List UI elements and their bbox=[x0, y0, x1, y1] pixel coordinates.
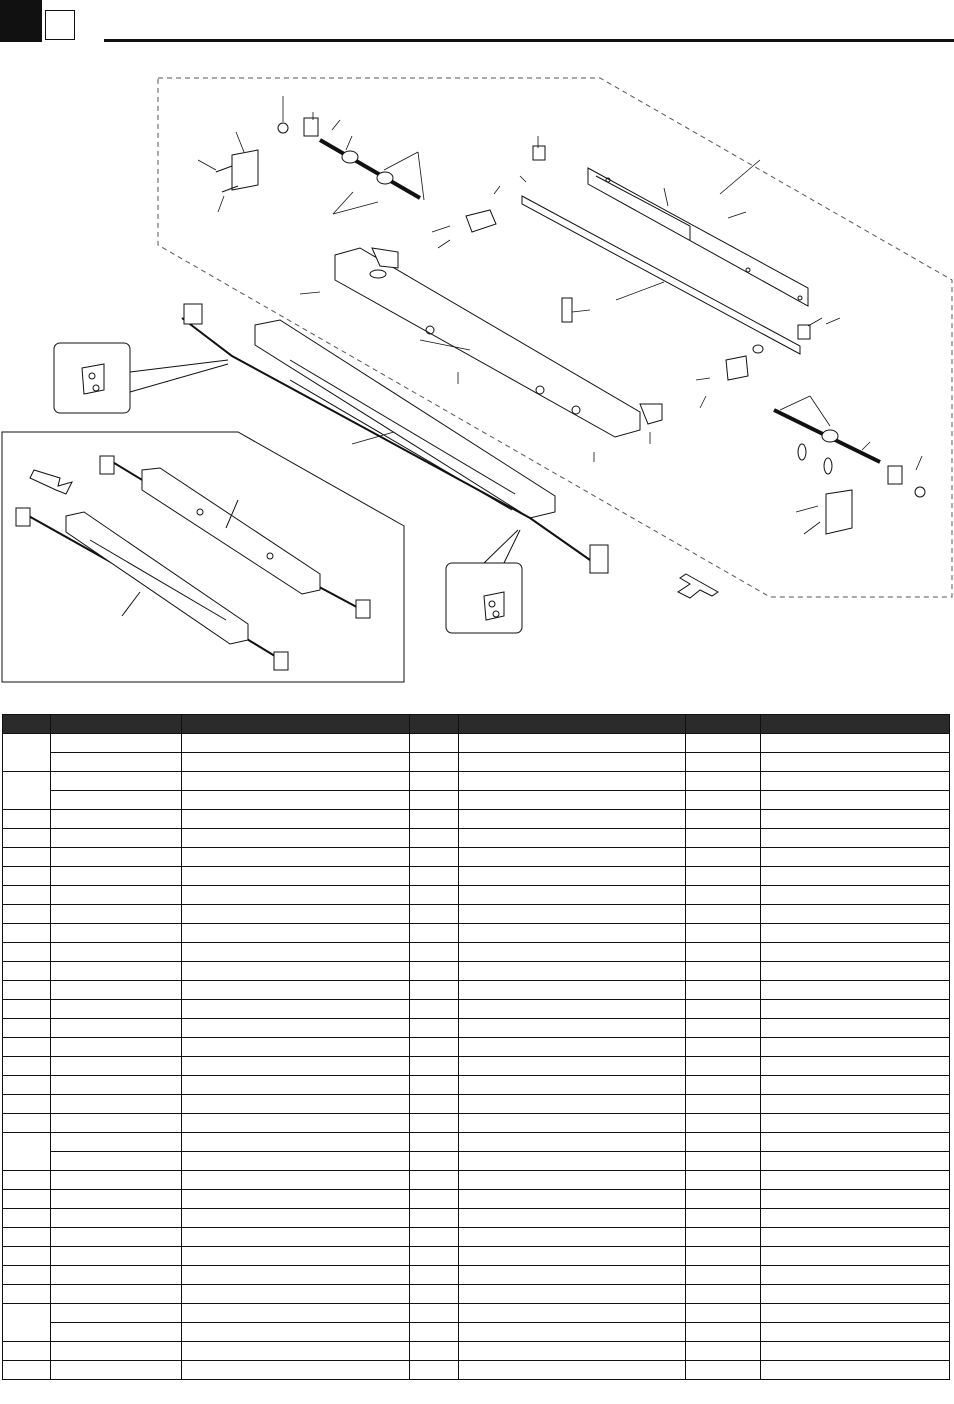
table-cell bbox=[51, 848, 182, 867]
table-cell bbox=[410, 1304, 459, 1323]
table-cell bbox=[410, 1228, 459, 1247]
table-cell-key bbox=[3, 1019, 51, 1038]
table-cell-key bbox=[3, 1209, 51, 1228]
table-row bbox=[3, 905, 950, 924]
table-cell-key bbox=[3, 848, 51, 867]
table-cell bbox=[410, 1266, 459, 1285]
table-row bbox=[3, 867, 950, 886]
shaft-assembly-top bbox=[216, 118, 420, 198]
table-cell bbox=[459, 1000, 686, 1019]
table-cell bbox=[686, 1019, 761, 1038]
table-cell bbox=[51, 1266, 182, 1285]
table-row bbox=[3, 1266, 950, 1285]
table-cell bbox=[761, 1133, 950, 1152]
table-cell bbox=[410, 1209, 459, 1228]
table-cell bbox=[410, 829, 459, 848]
table-cell bbox=[51, 1152, 182, 1171]
table-cell-key bbox=[3, 1057, 51, 1076]
bracket-parts bbox=[372, 146, 810, 424]
table-row bbox=[3, 1247, 950, 1266]
table-cell bbox=[761, 1266, 950, 1285]
table-cell bbox=[182, 1323, 410, 1342]
table-cell bbox=[686, 1095, 761, 1114]
table-row bbox=[3, 1057, 950, 1076]
table-cell bbox=[410, 981, 459, 1000]
table-cell bbox=[51, 1190, 182, 1209]
table-cell bbox=[761, 1095, 950, 1114]
table-cell-key bbox=[3, 962, 51, 981]
table-cell bbox=[51, 1171, 182, 1190]
table-cell bbox=[182, 981, 410, 1000]
table-cell bbox=[459, 1133, 686, 1152]
table-cell bbox=[182, 1171, 410, 1190]
table-cell-key bbox=[3, 1361, 51, 1380]
table-cell bbox=[182, 943, 410, 962]
table-cell bbox=[761, 1000, 950, 1019]
column-header bbox=[3, 715, 51, 734]
table-cell bbox=[182, 924, 410, 943]
table-row bbox=[3, 1228, 950, 1247]
table-cell bbox=[686, 924, 761, 943]
table-cell-key bbox=[3, 734, 51, 772]
table-cell bbox=[459, 772, 686, 791]
table-cell bbox=[182, 734, 410, 753]
table-cell bbox=[51, 924, 182, 943]
table-cell-key bbox=[3, 1171, 51, 1190]
table-cell bbox=[182, 1000, 410, 1019]
table-cell bbox=[686, 943, 761, 962]
table-cell-key bbox=[3, 1247, 51, 1266]
table-cell bbox=[459, 1304, 686, 1323]
table-cell bbox=[182, 1076, 410, 1095]
table-row bbox=[3, 1304, 950, 1323]
table-cell bbox=[686, 962, 761, 981]
table-row bbox=[3, 1190, 950, 1209]
table-row bbox=[3, 772, 950, 791]
table-cell bbox=[459, 943, 686, 962]
table-cell bbox=[686, 1171, 761, 1190]
parts-table-body bbox=[3, 734, 950, 1380]
table-cell bbox=[686, 905, 761, 924]
table-cell bbox=[459, 1228, 686, 1247]
table-cell bbox=[459, 981, 686, 1000]
table-cell bbox=[459, 753, 686, 772]
section-tab-box bbox=[45, 10, 75, 40]
table-cell bbox=[761, 1209, 950, 1228]
table-cell bbox=[410, 1171, 459, 1190]
table-cell bbox=[761, 753, 950, 772]
table-cell bbox=[410, 1019, 459, 1038]
table-cell bbox=[459, 1114, 686, 1133]
table-cell bbox=[459, 924, 686, 943]
table-cell bbox=[686, 1209, 761, 1228]
table-cell bbox=[761, 1190, 950, 1209]
table-cell bbox=[410, 1361, 459, 1380]
table-cell bbox=[51, 1285, 182, 1304]
table-cell bbox=[686, 1342, 761, 1361]
table-cell bbox=[686, 1133, 761, 1152]
table-cell bbox=[761, 1076, 950, 1095]
table-cell bbox=[686, 886, 761, 905]
table-row bbox=[3, 981, 950, 1000]
table-cell bbox=[51, 753, 182, 772]
table-cell bbox=[761, 1304, 950, 1323]
table-cell bbox=[410, 810, 459, 829]
table-cell bbox=[410, 905, 459, 924]
table-cell bbox=[182, 1133, 410, 1152]
table-cell bbox=[182, 1152, 410, 1171]
table-cell-key bbox=[3, 772, 51, 810]
table-cell bbox=[686, 772, 761, 791]
table-row bbox=[3, 943, 950, 962]
table-cell bbox=[761, 734, 950, 753]
header-rule bbox=[104, 39, 954, 42]
table-cell bbox=[410, 886, 459, 905]
table-cell bbox=[686, 1190, 761, 1209]
table-row bbox=[3, 1342, 950, 1361]
table-cell-key bbox=[3, 867, 51, 886]
table-row bbox=[3, 1000, 950, 1019]
table-cell bbox=[51, 886, 182, 905]
table-row bbox=[3, 1361, 950, 1380]
table-cell bbox=[686, 1247, 761, 1266]
table-cell bbox=[51, 772, 182, 791]
table-cell bbox=[761, 1019, 950, 1038]
table-cell bbox=[459, 1266, 686, 1285]
table-row bbox=[3, 1152, 950, 1171]
table-cell bbox=[51, 1076, 182, 1095]
table-cell bbox=[459, 886, 686, 905]
table-cell bbox=[761, 810, 950, 829]
table-cell-key bbox=[3, 924, 51, 943]
table-cell bbox=[182, 1019, 410, 1038]
table-cell bbox=[459, 1038, 686, 1057]
table-row bbox=[3, 1209, 950, 1228]
table-cell bbox=[182, 1095, 410, 1114]
leader-lines bbox=[198, 96, 922, 534]
table-cell bbox=[686, 1114, 761, 1133]
table-cell-key bbox=[3, 1228, 51, 1247]
column-header bbox=[686, 715, 761, 734]
table-row bbox=[3, 810, 950, 829]
table-cell bbox=[459, 1190, 686, 1209]
table-cell bbox=[182, 1342, 410, 1361]
table-cell bbox=[410, 962, 459, 981]
table-cell bbox=[459, 1057, 686, 1076]
table-cell bbox=[182, 1247, 410, 1266]
table-cell bbox=[686, 1361, 761, 1380]
table-cell bbox=[761, 848, 950, 867]
table-row bbox=[3, 1114, 950, 1133]
table-cell bbox=[686, 1228, 761, 1247]
table-cell bbox=[182, 829, 410, 848]
table-cell bbox=[459, 867, 686, 886]
detail-inset-left bbox=[54, 343, 228, 413]
table-cell bbox=[410, 1342, 459, 1361]
table-cell bbox=[686, 734, 761, 753]
table-cell-key bbox=[3, 1095, 51, 1114]
table-cell bbox=[459, 1209, 686, 1228]
table-cell bbox=[182, 810, 410, 829]
table-cell bbox=[761, 1247, 950, 1266]
exploded-parts-diagram bbox=[0, 44, 954, 692]
table-row bbox=[3, 886, 950, 905]
table-cell-key bbox=[3, 1076, 51, 1095]
table-cell bbox=[182, 867, 410, 886]
table-cell bbox=[182, 848, 410, 867]
table-row bbox=[3, 962, 950, 981]
table-row bbox=[3, 1095, 950, 1114]
table-cell bbox=[459, 848, 686, 867]
table-cell bbox=[761, 1038, 950, 1057]
table-cell bbox=[686, 1304, 761, 1323]
table-cell bbox=[410, 924, 459, 943]
table-cell bbox=[686, 1152, 761, 1171]
table-cell bbox=[182, 1304, 410, 1323]
table-row bbox=[3, 1076, 950, 1095]
table-cell bbox=[410, 867, 459, 886]
table-cell bbox=[410, 1323, 459, 1342]
table-cell bbox=[410, 1095, 459, 1114]
table-row bbox=[3, 924, 950, 943]
table-cell bbox=[686, 867, 761, 886]
table-cell bbox=[686, 1266, 761, 1285]
table-cell bbox=[459, 1076, 686, 1095]
table-cell bbox=[182, 753, 410, 772]
table-cell bbox=[410, 1000, 459, 1019]
table-cell bbox=[410, 848, 459, 867]
table-cell bbox=[182, 1190, 410, 1209]
table-cell bbox=[182, 791, 410, 810]
table-cell bbox=[761, 1342, 950, 1361]
table-cell bbox=[51, 810, 182, 829]
table-cell bbox=[459, 1342, 686, 1361]
table-cell bbox=[410, 1152, 459, 1171]
table-cell-key bbox=[3, 1038, 51, 1057]
table-cell bbox=[51, 791, 182, 810]
table-cell bbox=[410, 791, 459, 810]
table-cell bbox=[459, 962, 686, 981]
table-cell bbox=[410, 1038, 459, 1057]
table-cell-key bbox=[3, 905, 51, 924]
table-cell bbox=[459, 905, 686, 924]
table-row bbox=[3, 1133, 950, 1152]
table-cell bbox=[182, 1114, 410, 1133]
table-cell bbox=[686, 753, 761, 772]
table-row bbox=[3, 1019, 950, 1038]
table-cell-key bbox=[3, 943, 51, 962]
table-cell bbox=[182, 962, 410, 981]
table-cell bbox=[51, 1057, 182, 1076]
table-cell bbox=[459, 1095, 686, 1114]
table-cell-key bbox=[3, 1114, 51, 1133]
table-row bbox=[3, 1285, 950, 1304]
table-cell bbox=[51, 1342, 182, 1361]
table-cell bbox=[410, 753, 459, 772]
table-cell bbox=[761, 1152, 950, 1171]
table-cell bbox=[51, 962, 182, 981]
table-row bbox=[3, 1323, 950, 1342]
table-cell bbox=[761, 791, 950, 810]
table-header-row bbox=[3, 715, 950, 734]
table-cell bbox=[686, 810, 761, 829]
table-cell bbox=[51, 943, 182, 962]
direction-arrow-right bbox=[678, 574, 718, 598]
table-cell-key bbox=[3, 1190, 51, 1209]
table-row bbox=[3, 753, 950, 772]
side-plate-right bbox=[588, 168, 808, 306]
table-cell bbox=[410, 1190, 459, 1209]
table-cell bbox=[459, 1171, 686, 1190]
table-cell bbox=[182, 772, 410, 791]
table-cell bbox=[51, 1304, 182, 1323]
table-cell bbox=[459, 1019, 686, 1038]
table-cell bbox=[410, 943, 459, 962]
table-cell bbox=[51, 1323, 182, 1342]
table-row bbox=[3, 1171, 950, 1190]
table-cell bbox=[182, 1057, 410, 1076]
table-cell-key bbox=[3, 886, 51, 905]
table-cell bbox=[410, 1133, 459, 1152]
table-cell bbox=[182, 1361, 410, 1380]
table-cell bbox=[182, 886, 410, 905]
table-cell bbox=[410, 1285, 459, 1304]
table-cell bbox=[761, 1285, 950, 1304]
table-cell bbox=[182, 1209, 410, 1228]
table-cell bbox=[761, 772, 950, 791]
table-cell bbox=[51, 1000, 182, 1019]
table-cell-key bbox=[3, 981, 51, 1000]
table-cell bbox=[51, 1361, 182, 1380]
table-cell bbox=[761, 1228, 950, 1247]
table-cell bbox=[761, 1057, 950, 1076]
table-cell bbox=[761, 905, 950, 924]
table-cell bbox=[410, 1057, 459, 1076]
table-cell bbox=[410, 1076, 459, 1095]
table-cell bbox=[459, 810, 686, 829]
table-cell bbox=[761, 829, 950, 848]
table-cell bbox=[410, 734, 459, 753]
table-cell bbox=[686, 829, 761, 848]
table-cell bbox=[761, 981, 950, 1000]
table-cell bbox=[686, 848, 761, 867]
table-row bbox=[3, 791, 950, 810]
table-cell bbox=[686, 1038, 761, 1057]
table-cell bbox=[459, 829, 686, 848]
table-cell-key bbox=[3, 1000, 51, 1019]
table-cell-key bbox=[3, 810, 51, 829]
table-cell bbox=[51, 981, 182, 1000]
table-cell bbox=[51, 1209, 182, 1228]
table-cell bbox=[410, 1247, 459, 1266]
table-cell bbox=[459, 1323, 686, 1342]
table-cell bbox=[51, 1114, 182, 1133]
table-cell bbox=[182, 1285, 410, 1304]
table-cell bbox=[51, 905, 182, 924]
table-cell bbox=[686, 1000, 761, 1019]
table-cell bbox=[51, 867, 182, 886]
table-cell bbox=[686, 1057, 761, 1076]
table-cell bbox=[51, 1095, 182, 1114]
alternate-view-box bbox=[2, 432, 404, 682]
table-cell bbox=[761, 943, 950, 962]
table-cell bbox=[761, 1171, 950, 1190]
table-cell bbox=[459, 734, 686, 753]
detail-inset-right bbox=[446, 530, 522, 633]
table-cell-key bbox=[3, 1285, 51, 1304]
table-row bbox=[3, 848, 950, 867]
section-tab-black bbox=[0, 0, 42, 42]
table-cell bbox=[410, 1114, 459, 1133]
table-cell bbox=[182, 1266, 410, 1285]
table-cell-key bbox=[3, 829, 51, 848]
table-cell bbox=[459, 791, 686, 810]
table-cell bbox=[459, 1285, 686, 1304]
table-cell-key bbox=[3, 1304, 51, 1342]
table-row bbox=[3, 829, 950, 848]
table-cell-key bbox=[3, 1342, 51, 1361]
table-cell bbox=[761, 1114, 950, 1133]
column-header bbox=[51, 715, 182, 734]
table-cell bbox=[459, 1152, 686, 1171]
table-cell bbox=[686, 981, 761, 1000]
table-cell bbox=[761, 1361, 950, 1380]
parts-list-table bbox=[2, 714, 950, 1380]
table-cell bbox=[686, 1285, 761, 1304]
column-header bbox=[761, 715, 950, 734]
table-cell bbox=[182, 905, 410, 924]
table-cell bbox=[761, 924, 950, 943]
table-cell bbox=[51, 829, 182, 848]
table-cell bbox=[51, 1133, 182, 1152]
table-cell bbox=[459, 1247, 686, 1266]
table-cell bbox=[51, 734, 182, 753]
table-cell-key bbox=[3, 1133, 51, 1171]
table-cell bbox=[51, 1228, 182, 1247]
table-cell-key bbox=[3, 1266, 51, 1285]
table-cell bbox=[761, 886, 950, 905]
table-cell bbox=[182, 1228, 410, 1247]
table-cell bbox=[686, 1323, 761, 1342]
table-cell bbox=[761, 867, 950, 886]
table-cell bbox=[761, 962, 950, 981]
table-cell bbox=[51, 1038, 182, 1057]
table-cell bbox=[51, 1019, 182, 1038]
shaft-assembly-right bbox=[774, 410, 925, 534]
table-cell bbox=[686, 791, 761, 810]
table-cell bbox=[410, 772, 459, 791]
table-row bbox=[3, 734, 950, 753]
column-header bbox=[459, 715, 686, 734]
table-cell bbox=[761, 1323, 950, 1342]
column-header bbox=[182, 715, 410, 734]
table-cell bbox=[686, 1076, 761, 1095]
table-cell bbox=[51, 1247, 182, 1266]
column-header bbox=[410, 715, 459, 734]
table-cell bbox=[182, 1038, 410, 1057]
table-row bbox=[3, 1038, 950, 1057]
table-cell bbox=[459, 1361, 686, 1380]
